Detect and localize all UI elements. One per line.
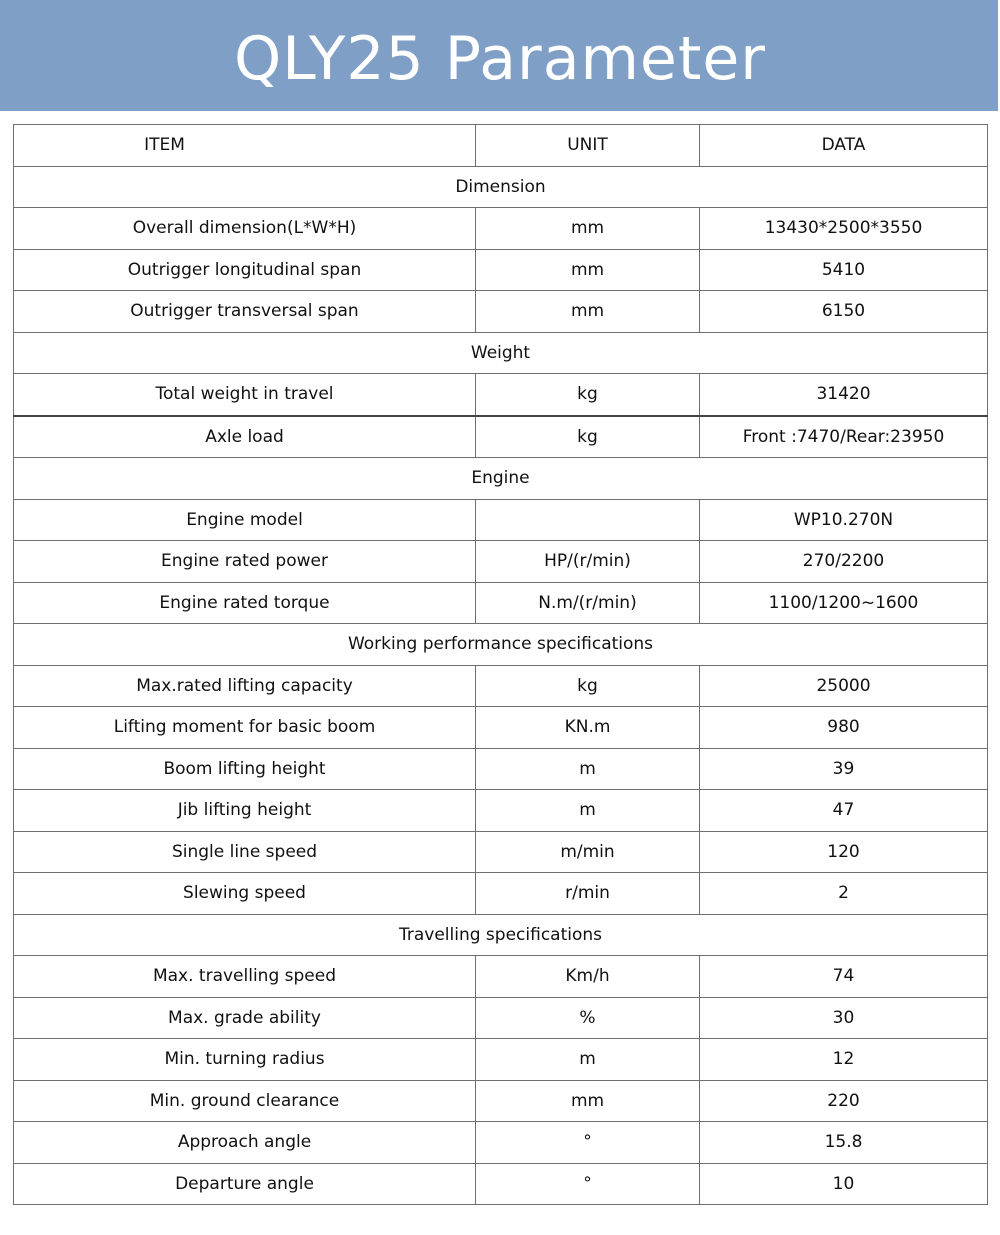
table-row (14, 665, 988, 707)
unit-cell (476, 499, 700, 541)
item-cell: Engine model (14, 499, 476, 541)
unit-cell: m (476, 1039, 700, 1081)
section-title: Engine (14, 458, 988, 500)
table-row (14, 499, 988, 541)
unit-cell: HP/(r/min) (476, 541, 700, 583)
item-cell: Boom lifting height (14, 748, 476, 790)
unit-cell: kg (476, 374, 700, 416)
table-row (14, 416, 988, 458)
unit-cell: Km/h (476, 956, 700, 998)
table-row (14, 873, 988, 915)
unit-cell: KN.m (476, 707, 700, 749)
table-row (14, 208, 988, 250)
table-row (14, 956, 988, 998)
section-title: Dimension (14, 166, 988, 208)
data-cell: 120 (700, 831, 988, 873)
section-row (14, 332, 988, 374)
table-row (14, 374, 988, 416)
section-row (14, 166, 988, 208)
item-cell: Min. ground clearance (14, 1080, 476, 1122)
unit-cell: m (476, 790, 700, 832)
unit-cell: kg (476, 665, 700, 707)
data-cell: 6150 (700, 291, 988, 333)
item-cell: Overall dimension(L*W*H) (14, 208, 476, 250)
section-row (14, 458, 988, 500)
unit-cell: m/min (476, 831, 700, 873)
table-row (14, 997, 988, 1039)
table-row (14, 831, 988, 873)
item-cell: Approach angle (14, 1122, 476, 1164)
data-cell: 30 (700, 997, 988, 1039)
item-cell: Jib lifting height (14, 790, 476, 832)
table-row (14, 1080, 988, 1122)
data-cell: 2 (700, 873, 988, 915)
unit-cell: % (476, 997, 700, 1039)
unit-cell: r/min (476, 873, 700, 915)
item-cell: Axle load (14, 416, 476, 458)
column-header-data: DATA (700, 125, 988, 167)
table-row (14, 291, 988, 333)
section-row (14, 624, 988, 666)
unit-cell: ° (476, 1122, 700, 1164)
item-cell: Max. travelling speed (14, 956, 476, 998)
item-cell: Engine rated power (14, 541, 476, 583)
data-cell: 10 (700, 1163, 988, 1205)
item-cell: Outrigger longitudinal span (14, 249, 476, 291)
unit-cell: m (476, 748, 700, 790)
item-cell: Max. grade ability (14, 997, 476, 1039)
data-cell: WP10.270N (700, 499, 988, 541)
table-row (14, 790, 988, 832)
data-cell: 25000 (700, 665, 988, 707)
table-row (14, 707, 988, 749)
data-cell: 5410 (700, 249, 988, 291)
page-title: QLY25 Parameter (234, 24, 766, 94)
unit-cell: kg (476, 416, 700, 458)
item-cell: Min. turning radius (14, 1039, 476, 1081)
spec-table (13, 124, 988, 1205)
data-cell: 74 (700, 956, 988, 998)
column-header-unit: UNIT (476, 125, 700, 167)
data-cell: 270/2200 (700, 541, 988, 583)
section-title: Working performance specifications (14, 624, 988, 666)
section-title: Weight (14, 332, 988, 374)
data-cell: 47 (700, 790, 988, 832)
item-cell: Slewing speed (14, 873, 476, 915)
table-row (14, 1163, 988, 1205)
data-cell: 13430*2500*3550 (700, 208, 988, 250)
data-cell: 15.8 (700, 1122, 988, 1164)
table-row (14, 748, 988, 790)
unit-cell: mm (476, 291, 700, 333)
unit-cell: mm (476, 208, 700, 250)
data-cell: 980 (700, 707, 988, 749)
table-row (14, 1122, 988, 1164)
item-cell: Max.rated lifting capacity (14, 665, 476, 707)
item-cell: Engine rated torque (14, 582, 476, 624)
section-row (14, 914, 988, 956)
data-cell: 12 (700, 1039, 988, 1081)
table-header-row (14, 125, 988, 167)
item-cell: Single line speed (14, 831, 476, 873)
item-cell: Outrigger transversal span (14, 291, 476, 333)
data-cell: 39 (700, 748, 988, 790)
item-cell: Departure angle (14, 1163, 476, 1205)
table-row (14, 249, 988, 291)
table-row (14, 1039, 988, 1081)
table-row (14, 582, 988, 624)
data-cell: 220 (700, 1080, 988, 1122)
unit-cell: mm (476, 249, 700, 291)
data-cell: 31420 (700, 374, 988, 416)
table-row (14, 541, 988, 583)
item-cell: Total weight in travel (14, 374, 476, 416)
column-header-item: ITEM (14, 125, 476, 167)
unit-cell: ° (476, 1163, 700, 1205)
data-cell: 1100/1200~1600 (700, 582, 988, 624)
unit-cell: N.m/(r/min) (476, 582, 700, 624)
data-cell: Front :7470/Rear:23950 (700, 416, 988, 458)
unit-cell: mm (476, 1080, 700, 1122)
section-title: Travelling specifications (14, 914, 988, 956)
item-cell: Lifting moment for basic boom (14, 707, 476, 749)
